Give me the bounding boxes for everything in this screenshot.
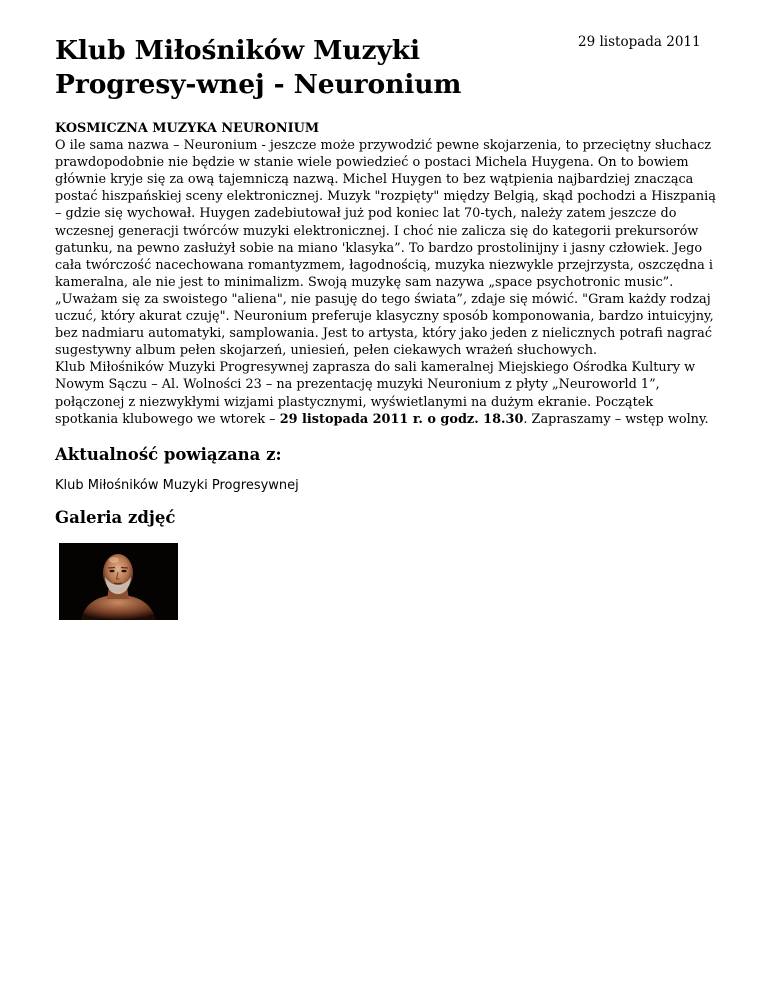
article-paragraph-1: O ile sama nazwa – Neuronium - jeszcze może przywodzić pewne skojarzenia, to przeciętny słuchacz prawdopodobnie nie będzie w stanie wiele powiedzieć o postaci Michela Huygena. On to bowiem głównie kryje się za ową tajemniczą nazwą. Michel Huygen to bez wątpienia najbardziej znacząca postać hiszpańskiej sceny elektronicznej. Muzyk "rozpięty" między Belgią, skąd pochodzi a Hiszpanią – gdzie się wychował. Huygen zadebiutował już pod koniec lat 70-tych, należy zatem jeszcze do wczesnej generacji twórców muzyki elektronicznej. I choć nie zalicza się do kategorii prekursorów gatunku, na pewno zasłużył sobie na miano 'klasyka”. To bardzo prostolinijny i jasny człowiek. Jego cała twórczość nacechowana romantyzmem, łagodnością, muzyka niezwykle przejrzysta, oszczędna i kameralna, ale nie jest to minimalizm. Swoją muzykę sam nazywa „space psychotronic music”. „Uważam się za swoistego "aliena", nie pasuję do tego świata”, zdaje się mówić. "Gram każdy rodzaj uczuć, który akurat czuję". Neuronium preferuje klasyczny sposób komponowania, bardzo intuicyjny, bez nadmiaru automatyki, samplowania. Jest to artysta, który jako jeden z nielicznych potrafi nagrać sugestywny album pełen skojarzeń, uniesień, pełen ciekawych wrażeń słuchowych. (55, 138, 716, 359)
article-paragraph-2-end: . Zapraszamy – wstęp wolny. (523, 411, 709, 427)
article-paragraph-2-text: Klub Miłośników Muzyki Progresywnej zaprasza do sali kameralnej Miejskiego Ośrodka Kultury w Nowym Sączu – Al. Wolności 23 – na prezentację muzyki Neuronium z płyty „Neuroworld 1”, połączonej z niezwykłymi wizjami plastycznymi, wyświetlanymi na dużym ekranie. Początek spotkania klubowego we wtorek – (55, 360, 696, 427)
gallery-thumbnail[interactable] (59, 543, 178, 620)
portrait-photo-icon (59, 543, 178, 620)
article-paragraph-2 (55, 359, 717, 427)
article-heading: KOSMICZNA MUZYKA NEURONIUM (55, 121, 320, 136)
gallery-heading: Galeria zdjęć (55, 508, 176, 527)
page-title: Klub Miłośników Muzyki Progresy-wnej - Neuronium (55, 35, 462, 100)
article-body (55, 120, 717, 428)
event-datetime: 29 listopada 2011 r. o godz. 18.30 (279, 411, 524, 427)
related-link[interactable]: Klub Miłośników Muzyki Progresywnej (55, 478, 299, 493)
related-heading: Aktualność powiązana z: (55, 445, 282, 464)
publication-date: 29 listopada 2011 (578, 34, 701, 50)
